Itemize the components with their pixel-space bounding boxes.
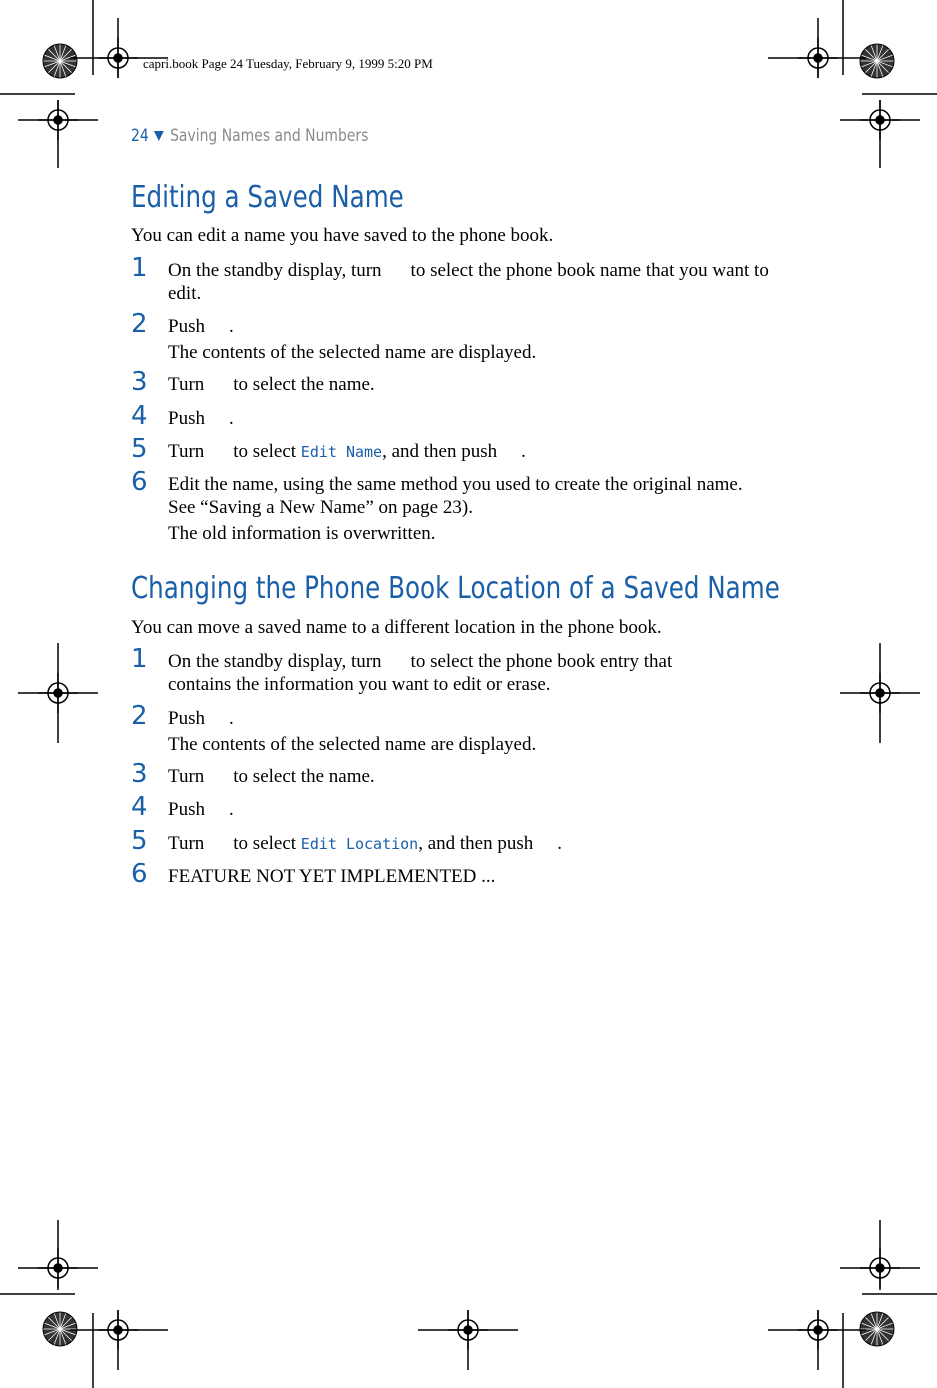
star-mark [43, 1312, 77, 1346]
step-item [131, 367, 771, 397]
step-item [131, 701, 771, 756]
step-text: On the standby display, turn [168, 651, 382, 672]
step-text: On the standby display, turn [168, 260, 382, 281]
step-number: 4 [131, 792, 148, 822]
step-text: . [228, 799, 234, 820]
step-item [131, 826, 771, 856]
step-item [131, 309, 771, 364]
step-text: Push [168, 316, 205, 337]
step-number: 4 [131, 401, 148, 431]
step-number: 6 [131, 467, 148, 497]
step-result: The contents of the selected name are displayed. [168, 342, 537, 363]
step-text: to select the phone book name that you want to edit. [168, 260, 769, 304]
step-number: 2 [131, 309, 148, 339]
section-heading: Editing a Saved Name [131, 180, 404, 215]
step-text: Turn [168, 374, 205, 395]
step-number: 1 [131, 253, 148, 283]
step-text: , and then push [382, 441, 498, 462]
menu-option-code: Edit Location [300, 835, 419, 853]
step-text: FEATURE NOT YET IMPLEMENTED ... [168, 866, 496, 887]
step-text: to select the name. [233, 766, 375, 787]
section-heading: Changing the Phone Book Location of a Saved Name [131, 571, 780, 606]
step-text: . [228, 708, 234, 729]
step-text: Edit the name, using the same method you used to create the original name. See “Saving a New Name” on page 23). [168, 474, 743, 518]
step-text: Push [168, 408, 205, 429]
step-text: to select the name. [233, 374, 375, 395]
step-number: 3 [131, 367, 148, 397]
step-number: 3 [131, 759, 148, 789]
section-intro: You can move a saved name to a different location in the phone book. [131, 617, 662, 638]
step-text: to select the phone book entry that contains the information you want to edit or erase. [168, 651, 673, 695]
running-head [131, 126, 368, 146]
step-text: , and then push [418, 833, 534, 854]
step-number: 5 [131, 826, 148, 856]
step-item [131, 644, 771, 696]
step-item [131, 253, 771, 305]
step-number: 5 [131, 434, 148, 464]
step-text: . [228, 316, 234, 337]
step-text: to select [233, 441, 297, 462]
step-text: . [557, 833, 562, 854]
step-result: The old information is overwritten. [168, 523, 436, 544]
step-text: . [228, 408, 234, 429]
step-number: 6 [131, 859, 148, 889]
step-item [131, 467, 771, 545]
section-intro: You can edit a name you have saved to the phone book. [131, 225, 554, 246]
page-number: 24 [131, 126, 149, 146]
step-text: to select [233, 833, 297, 854]
step-item [131, 859, 771, 889]
star-mark [43, 44, 77, 78]
step-text: . [521, 441, 526, 462]
step-item [131, 759, 771, 789]
step-text: Turn [168, 833, 205, 854]
step-number: 2 [131, 701, 148, 731]
menu-option-code: Edit Name [300, 443, 383, 461]
step-text: Push [168, 708, 205, 729]
book-info-slug: capri.book Page 24 Tuesday, February 9, 1999 5:20 PM [143, 56, 433, 71]
step-item [131, 434, 771, 464]
step-text: Push [168, 799, 205, 820]
step-text: Turn [168, 441, 205, 462]
step-item [131, 401, 771, 431]
star-mark [860, 44, 894, 78]
step-number: 1 [131, 644, 148, 674]
running-head-section: Saving Names and Numbers [170, 126, 369, 146]
step-text: Turn [168, 766, 205, 787]
triangle-down-icon [154, 131, 164, 141]
step-item [131, 792, 771, 822]
step-result: The contents of the selected name are displayed. [168, 734, 537, 755]
star-mark [860, 1312, 894, 1346]
